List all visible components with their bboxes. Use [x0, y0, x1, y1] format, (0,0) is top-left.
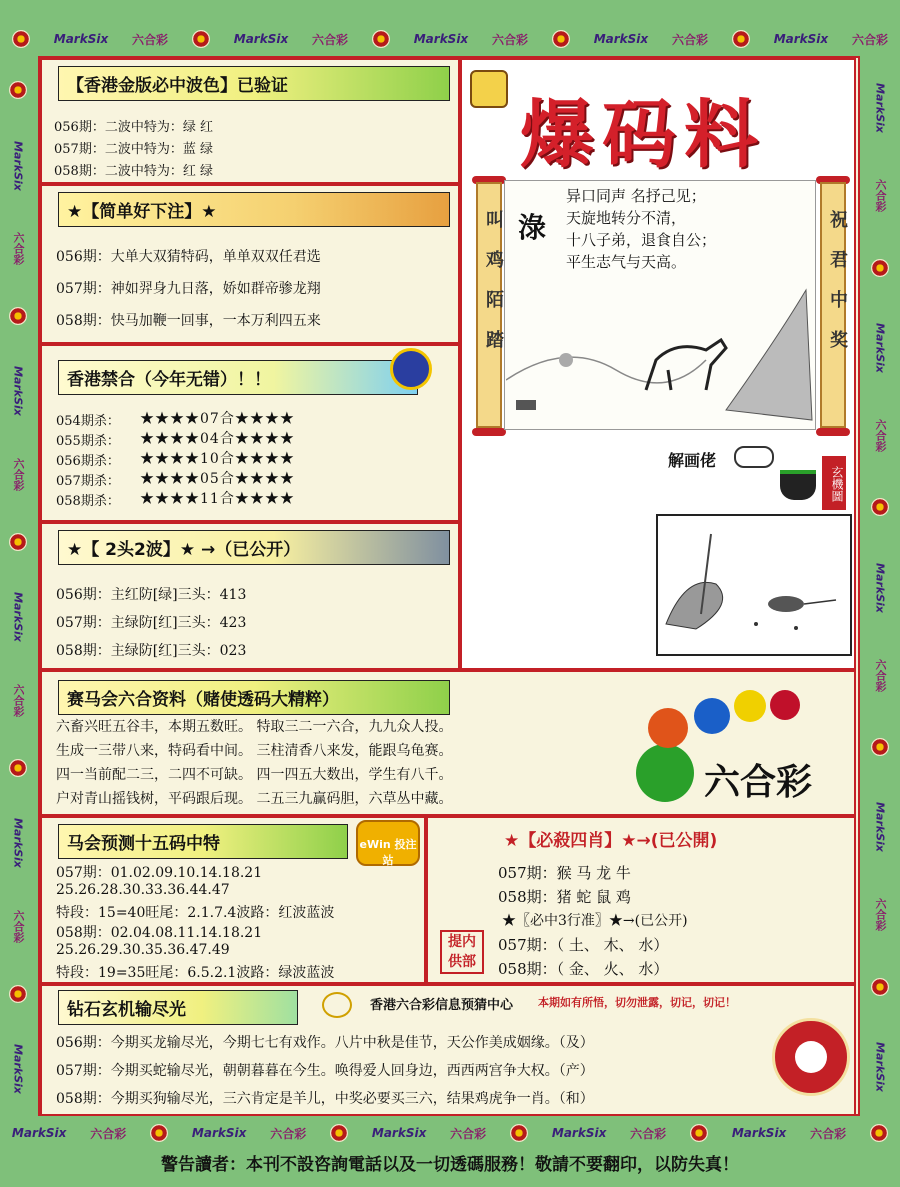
flower-icon [870, 1124, 888, 1142]
forbidden-combo-value: ★★★★05合★★★★ [140, 471, 295, 487]
marksix-text: MarkSix [371, 1126, 427, 1140]
pointing-hand-icon [734, 446, 774, 468]
flower-icon [9, 533, 27, 551]
flower-icon [12, 30, 30, 48]
five-elements-row: 058期：（ 金、 火、 水） [498, 960, 669, 978]
wave-color-row: 057期：二波中特为：蓝 绿 [54, 142, 213, 157]
green-ball-icon [636, 744, 694, 802]
forbidden-combo-label: 056期杀： [56, 454, 120, 469]
liuhecai-text: 六合彩 [12, 232, 25, 266]
liuhecai-text: 六合彩 [270, 1126, 307, 1141]
marksix-text: MarkSix [593, 32, 649, 46]
liuhecai-text: 六合彩 [12, 909, 25, 943]
marksix-text: MarkSix [873, 1041, 887, 1092]
mouse-ink-illustration [656, 514, 852, 656]
wave-color-row: 056期：二波中特为：绿 红 [54, 120, 213, 135]
forbidden-combo-value: ★★★★07合★★★★ [140, 411, 295, 427]
poem-line: 平生志气与天高。 [566, 253, 687, 271]
flower-icon [9, 81, 27, 99]
flower-icon [150, 1124, 168, 1142]
ewin-badge: eWin 投注站 [356, 820, 420, 866]
must-kill-title: ★【必殺四肖】★→(已公開) [504, 831, 718, 851]
fifteen-numbers-title: 马会预测十五码中特 [58, 824, 348, 859]
liuhecai-text: 六合彩 [90, 1126, 127, 1141]
simple-bet-row: 058期：快马加鞭一回事，一本万利四五来 [56, 313, 321, 329]
left-border-band [4, 60, 32, 1115]
fifteen-numbers-row: 057期：01.02.09.10.14.18.21 [56, 865, 263, 881]
flower-icon [871, 259, 889, 277]
wave-color-title: 【香港金版必中波色】已验证 [58, 66, 450, 101]
right-border-band [866, 60, 894, 1115]
jockey-club-title: 赛马会六合资料（赌使透码大精粹） [58, 680, 450, 715]
hero-title: 爆码料 [520, 92, 766, 178]
forbidden-combo-label: 058期杀： [56, 494, 120, 509]
poem-mark: 淥 [518, 211, 547, 244]
forbidden-combo-value: ★★★★04合★★★★ [140, 431, 295, 447]
fifteen-numbers-row: 特段：19=35旺尾：6.5.2.1波路：绿波蓝波 [56, 965, 335, 981]
marksix-text: MarkSix [873, 562, 887, 613]
marksix-text: MarkSix [873, 83, 887, 134]
liuhecai-text: 六合彩 [874, 419, 887, 452]
forbidden-combo-label: 057期杀： [56, 474, 120, 489]
right-scroll-text: 祝君中奖 [827, 210, 848, 370]
liuhecai-text: 六合彩 [132, 32, 169, 47]
poem-line: 天旋地转分不清， [566, 209, 687, 227]
marksix-logo-text: 六合彩 [704, 761, 813, 803]
marksix-text: MarkSix [11, 592, 25, 643]
marksix-text: MarkSix [413, 32, 469, 46]
diamond-row: 058期：今期买狗输尽光，三六肯定是羊儿，中奖必要买三六，结果鸡虎争一肖。（和） [56, 1091, 594, 1107]
liuhecai-text: 六合彩 [874, 898, 887, 932]
marksix-text: MarkSix [731, 1126, 787, 1140]
forbidden-combo-value: ★★★★10合★★★★ [140, 451, 295, 467]
simple-bet-title: ★【简单好下注】★ [58, 192, 450, 227]
bauhinia-flower-icon [795, 1041, 827, 1073]
orange-ball-icon [648, 708, 688, 748]
top-border-band [0, 24, 900, 54]
marksix-text: MarkSix [53, 32, 109, 46]
fifteen-numbers-row: 058期：02.04.08.11.14.18.21 [56, 925, 263, 941]
mystery-badge: 玄機圖 [822, 456, 846, 510]
flower-icon [9, 307, 27, 325]
forbidden-combo-emblem-icon [390, 348, 432, 390]
marksix-text: MarkSix [11, 1126, 67, 1140]
ornament-icon [322, 992, 352, 1018]
forbidden-combo-label: 054期杀： [56, 414, 120, 429]
warning-footer: 警告讀者：本刊不設咨詢電話以及一切透碼服務！敬請不要翻印，以防失真！ [0, 1150, 900, 1187]
forbidden-combo-label: 055期杀： [56, 434, 120, 449]
jockey-club-row: 六畜兴旺五谷丰，本期五数旺。 特取三二一六合，九九众人投。 [56, 719, 453, 735]
two-heads-title: ★【 2头2波】★ →（已公开） [58, 530, 450, 565]
must-kill-row: 058期：猪 蛇 鼠 鸡 [498, 888, 631, 906]
marksix-text: MarkSix [873, 802, 887, 853]
liuhecai-text: 六合彩 [492, 32, 529, 47]
internal-supply-label: 提内供部 [440, 930, 484, 974]
flower-icon [330, 1124, 348, 1142]
liuhecai-text: 六合彩 [12, 458, 25, 491]
liuhecai-text: 六合彩 [630, 1126, 667, 1141]
diamond-row: 057期：今期买蛇输尽光，朝朝暮暮在今生。唤得爱人回身边，西西两宫争大权。（产） [56, 1063, 594, 1079]
poem-line: 十八子弟，退食自公； [566, 231, 717, 249]
flower-icon [192, 30, 210, 48]
bauhinia-emblem-icon [772, 1018, 850, 1096]
flower-icon [690, 1124, 708, 1142]
marksix-text: MarkSix [873, 322, 887, 373]
left-scroll-text: 叫鸡陌踏 [483, 210, 504, 370]
yellow-ball-icon [734, 690, 766, 722]
flower-icon [871, 498, 889, 516]
simple-bet-row: 057期：神如羿身九日落，娇如群帝骖龙翔 [56, 281, 321, 297]
marksix-text: MarkSix [551, 1126, 607, 1140]
liuhecai-text: 六合彩 [874, 658, 887, 692]
five-elements-row: 057期：（ 土、 木、 水） [498, 936, 669, 954]
fifteen-numbers-row: 25.26.28.30.33.36.44.47 [56, 882, 230, 898]
marksix-text: MarkSix [773, 32, 829, 46]
liuhecai-text: 六合彩 [874, 179, 887, 213]
right-scroll-bottom [816, 428, 850, 436]
forbidden-combo-title: 香港禁合（今年无错）！！ [58, 360, 418, 395]
wave-color-row: 058期：二波中特为：红 绿 [54, 164, 213, 179]
five-elements-title: ★〖必中3行准〗★→(已公开) [502, 913, 688, 929]
diamond-row: 056期：今期买龙输尽光，今期七七有戏作。八片中秋是佳节，天公作美成姻缘。（及） [56, 1035, 594, 1051]
prediction-center-name: 香港六合彩信息预猜中心 [370, 998, 514, 1013]
jockey-club-row: 四一当前配二三，二四不可缺。 四一四五大数出，学生有八千。 [56, 767, 453, 783]
liuhecai-text: 六合彩 [450, 1126, 487, 1141]
left-scroll-bottom [472, 428, 506, 436]
forbidden-combo-value: ★★★★11合★★★★ [140, 491, 295, 507]
bottom-border-band [0, 1118, 900, 1148]
liuhecai-text: 六合彩 [672, 32, 709, 47]
jockey-club-row: 户对青山摇钱树，平码跟后现。 二五三九赢码胆，六草丛中藏。 [56, 791, 453, 807]
secret-notice: 本期如有所悟，切勿泄露，切记，切记！ [538, 996, 736, 1009]
jockey-club-row: 生成一三带八来，特码看中间。 三柱清香八来发，能跟乌龟赛。 [56, 743, 453, 759]
marksix-text: MarkSix [191, 1126, 247, 1140]
marksix-text: MarkSix [11, 1044, 25, 1095]
flower-icon [9, 985, 27, 1003]
flower-icon [871, 738, 889, 756]
flower-icon [732, 30, 750, 48]
diamond-title: 钻石玄机输尽光 [58, 990, 298, 1025]
blue-ball-icon [694, 698, 730, 734]
fifteen-numbers-row: 25.26.29.30.35.36.47.49 [56, 942, 230, 958]
riddle-caption: 解画佬 [668, 451, 717, 470]
mascot-icon [470, 70, 508, 108]
red-ball-icon [770, 690, 800, 720]
must-kill-row: 057期：猴 马 龙 牛 [498, 864, 631, 882]
flower-icon [372, 30, 390, 48]
horse-ink-illustration [506, 280, 814, 428]
flower-icon [510, 1124, 528, 1142]
liuhecai-text: 六合彩 [312, 32, 349, 47]
marksix-text: MarkSix [11, 140, 25, 191]
marksix-text: MarkSix [11, 366, 25, 417]
liuhecai-text: 六合彩 [810, 1126, 847, 1141]
poem-line: 异口同声 名抒己见； [566, 187, 706, 205]
flower-icon [871, 978, 889, 996]
pot-icon [780, 470, 816, 500]
liuhecai-text: 六合彩 [851, 32, 888, 47]
flower-icon [552, 30, 570, 48]
fifteen-numbers-row: 特段：15=40旺尾：2.1.7.4波路：红波蓝波 [56, 905, 335, 921]
two-heads-row: 057期：主绿防[红]三头：423 [56, 615, 247, 631]
marksix-text: MarkSix [233, 32, 289, 46]
liuhecai-text: 六合彩 [12, 683, 25, 717]
marksix-text: MarkSix [11, 818, 25, 869]
simple-bet-row: 056期：大单大双猜特码，单单双双任君选 [56, 249, 321, 265]
two-heads-row: 058期：主绿防[红]三头：023 [56, 643, 247, 659]
flower-icon [9, 759, 27, 777]
two-heads-row: 056期：主红防[绿]三头：413 [56, 587, 247, 603]
